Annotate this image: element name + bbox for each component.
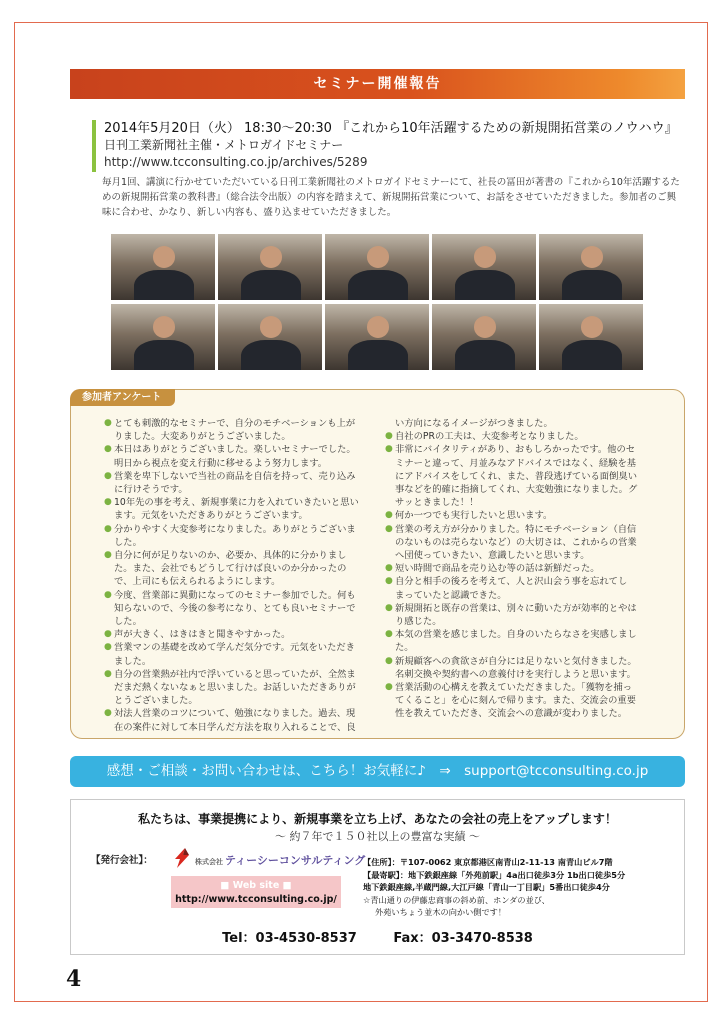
comment-line: ました。	[114, 655, 152, 667]
event-url[interactable]: http://www.tcconsulting.co.jp/archives/5289	[104, 155, 368, 169]
comment-line: 本気の営業を感じました。自身のいたらなさを実感しまし	[395, 629, 637, 641]
comment-line: 短い時間で商品を売り込む等の話は新鮮だった。	[395, 563, 600, 575]
survey-comment	[385, 628, 657, 654]
comment-line: へ団使っていきたい、意識したいと思います。	[395, 550, 590, 562]
comment-line: サッときました！！	[395, 497, 479, 509]
phone-fax-line	[71, 927, 684, 946]
survey-comment	[385, 655, 657, 681]
bullet-icon: ●	[385, 629, 393, 640]
comment-line: のないものは売らないなど）の大切さは、これからの営業	[395, 536, 637, 548]
website-url[interactable]: http://www.tcconsulting.co.jp/	[175, 894, 337, 905]
seminar-photo	[325, 304, 429, 370]
survey-column-left	[104, 417, 366, 734]
website-label: ■ Web site ■	[220, 880, 292, 891]
seminar-photo	[218, 234, 322, 300]
comment-line: 営業の考え方が分かりました。特にモチベーション（自信	[395, 523, 637, 535]
comment-line: で、上司にも伝えられるようにします。	[114, 576, 281, 588]
comment-line: とても刺激的なセミナーで、自分のモチベーションも上が	[114, 418, 356, 429]
survey-comment	[104, 549, 366, 589]
survey-comment	[104, 628, 366, 641]
survey-comment	[385, 602, 657, 628]
event-header	[92, 120, 680, 172]
survey-box	[70, 389, 685, 739]
comment-line: にアドバイスをしてくれ、また、普段逃げている面倒臭い	[395, 470, 637, 482]
seminar-photo	[111, 234, 215, 300]
comment-line: 対法人営業のコツについて、勉強になりました。過去、現	[114, 708, 356, 720]
tel-number[interactable]: Tel：03-4530-8537	[222, 931, 357, 946]
intro-text: 毎月1回、講演に行かせていただいている日刊工業新聞社のメトロガイドセミナーにて、社長の冨田が著書の『これから10年活躍するための新規開拓営業の教科書』（総合法令出版）の内容を踏まえて、新規開拓営業について、お話をさせていただきました。参加者のご興味に合わせ、かなり、新しい内容も、盛り込ませていただきました。	[102, 177, 680, 219]
survey-comment	[385, 681, 657, 721]
survey-comment	[104, 443, 366, 469]
seminar-photo	[325, 234, 429, 300]
comment-line: とうございました。	[114, 695, 198, 707]
bullet-icon: ●	[104, 470, 112, 481]
bullet-icon: ●	[104, 444, 112, 455]
comment-line: 新規開拓と既存の営業は、別々に動いた方が効率的とやは	[395, 602, 637, 614]
bullet-icon: ●	[104, 629, 112, 640]
company-logo-icon	[171, 847, 193, 869]
survey-comment	[385, 562, 657, 575]
survey-comment	[104, 417, 366, 443]
comment-line: まっていたと認識できた。	[395, 589, 507, 601]
bullet-icon: ●	[385, 431, 393, 442]
comment-line: 自分に何が足りないのか、必要か、具体的に分かりまし	[114, 550, 347, 562]
bullet-icon: ●	[385, 576, 393, 587]
company-info	[70, 799, 685, 955]
section-banner: セミナー開催報告	[70, 69, 685, 99]
comment-line: に行けそうです。	[114, 484, 188, 496]
comment-line: りました。大変ありがとうございました。	[114, 431, 291, 443]
survey-label: 参加者アンケート	[70, 389, 175, 406]
bullet-icon: ●	[385, 523, 393, 534]
station-line-1: 【最寄駅】：地下鉄銀座線「外苑前駅」4a出口徒歩3分 1b出口徒歩5分	[363, 869, 626, 880]
fax-number: Fax：03-3470-8538	[393, 931, 533, 946]
comment-line: い方向になるイメージがつきました。	[395, 418, 553, 429]
bullet-icon: ●	[104, 418, 112, 428]
direction-note-1: ☆青山通りの伊藤忠商事の斜め前、ホンダの並び、	[363, 894, 550, 905]
survey-comment	[385, 443, 657, 509]
survey-comment	[385, 523, 657, 563]
direction-note-2: 外苑いちょう並木の向かい側です！	[375, 907, 507, 918]
bullet-icon: ●	[104, 523, 112, 534]
seminar-photo	[432, 304, 536, 370]
bullet-icon: ●	[104, 550, 112, 561]
seminar-photo	[218, 304, 322, 370]
company-tagline: 私たちは、事業提携により、新規事業を立ち上げ、あなたの会社の売上をアップします！	[138, 812, 617, 826]
comment-line: 在の案件に対して本日学んだ方法を取り入れることで、良	[114, 721, 356, 733]
survey-comment	[385, 430, 657, 443]
event-title: 2014年5月20日（火） 18:30〜20:30 『これから10年活躍するための新規開拓営業のノウハウ』	[104, 121, 678, 136]
logo-prefix: 株式会社	[195, 858, 223, 866]
seminar-photo	[432, 234, 536, 300]
comment-line: 知らないので、今後の参考になり、とても良いセミナーで	[114, 602, 356, 614]
survey-comment	[104, 589, 366, 629]
comment-line: た。	[395, 642, 414, 654]
comment-line: ます。元気をいただきありがとうございます。	[114, 510, 308, 522]
comment-line: り感じた。	[395, 616, 442, 628]
comment-line: てくること」を心に刻んで帰ります。また、交流会の重要	[395, 695, 636, 707]
bullet-icon: ●	[385, 602, 393, 613]
page-number: 4	[66, 966, 82, 992]
survey-comment	[104, 470, 366, 496]
survey-comment	[385, 417, 657, 430]
comment-line: 何か一つでも実行したいと思います。	[395, 510, 553, 522]
company-logo-text	[195, 852, 365, 868]
survey-column-right	[385, 417, 657, 721]
bullet-icon: ●	[104, 589, 112, 600]
contact-bar[interactable]: 感想・ご相談・お問い合わせは、こちら！お気軽に♪ ⇒ support@tcconsulting.co.jp	[70, 756, 685, 787]
comment-line: 声が大きく、はきはきと聞きやすかった。	[114, 629, 291, 641]
seminar-photo	[539, 304, 643, 370]
station-line-2: 地下鉄銀座線,半蔵門線,大江戸線「青山一丁目駅」5番出口徒歩4分	[363, 882, 610, 893]
comment-line: 営業活動の心構えを教えていただきました。「獲物を捕っ	[395, 682, 633, 694]
bullet-icon: ●	[104, 668, 112, 679]
comment-line: した。	[114, 616, 142, 628]
bullet-icon: ●	[104, 708, 112, 719]
comment-line: 分かりやすく大変参考になりました。ありがとうございま	[114, 523, 356, 535]
comment-line: した。	[114, 536, 142, 548]
comment-line: 10年先の事を考え、新規事業に力を入れていきたいと思い	[114, 497, 359, 509]
survey-comment	[385, 509, 657, 522]
comment-line: 新規顧客への貪欲さが自分には足りないと気付きました。	[395, 655, 637, 667]
comment-line: 営業を卑下しないで当社の商品を自信を持って、売り込み	[114, 470, 356, 482]
website-box[interactable]	[171, 876, 341, 908]
comment-line: 自社のPRの工夫は、大変参考となりました。	[395, 431, 584, 443]
survey-comment	[104, 641, 366, 667]
bullet-icon: ●	[385, 655, 393, 666]
photo-gallery	[111, 234, 643, 370]
comment-line: 事などを的確に指摘してくれ、大変勉強になりました。グ	[395, 484, 638, 496]
company-track-record: 〜 約７年で１５０社以上の豊富な実績 〜	[275, 830, 480, 843]
logo-name: ティーシーコンサルティング	[225, 854, 366, 867]
comment-line: 今度、営業部に異動になってのセミナー参加でした。何も	[114, 589, 356, 601]
survey-comment	[385, 575, 657, 601]
comment-line: 自分と相手の後ろを考えて、人と沢山会う事を忘れてし	[395, 576, 628, 588]
survey-comment	[104, 523, 366, 549]
comment-line: 自分の営業熱が社内で浮いていると思っていたが、全然ま	[114, 668, 356, 680]
publisher-label: 【発行会社】：	[91, 855, 153, 866]
comment-line: 明日から視点を変え行動に移せるよう努力します。	[114, 457, 328, 469]
comment-line: 本日はありがとうございました。楽しいセミナーでした。	[114, 444, 356, 456]
bullet-icon: ●	[385, 510, 393, 521]
survey-comment	[104, 668, 366, 708]
bullet-icon: ●	[104, 642, 112, 653]
bullet-icon: ●	[104, 497, 112, 508]
bullet-icon: ●	[385, 563, 393, 574]
address-line: 【住所】：〒107-0062 東京都港区南青山2-11-13 南青山ビル7階	[363, 857, 613, 867]
comment-line: だまだ熱くないなぁと思いました。お話しいただきありが	[114, 682, 356, 694]
comment-line: 性を教えていただき、交流会への意識が変わりました。	[395, 708, 628, 720]
survey-comment	[104, 496, 366, 522]
event-organizer: 日刊工業新聞社主催・メトロガイドセミナー	[104, 138, 344, 152]
company-address	[363, 856, 683, 919]
bullet-icon: ●	[385, 682, 393, 693]
comment-line: た。また、会社でもどうして行けば良いのか分かったの	[114, 563, 347, 575]
seminar-photo	[539, 234, 643, 300]
comment-line: 非常にバイタリティがあり、おもしろかったです。他のセ	[395, 444, 636, 456]
survey-comment	[104, 707, 366, 733]
comment-line: ミナーと違って、月並みなアドバイスではなく、経験を基	[395, 457, 637, 469]
comment-line: 名刺交換や契約書への意義付けを実行しようと思います。	[395, 668, 636, 680]
seminar-photo	[111, 304, 215, 370]
comment-line: 営業マンの基礎を改めて学んだ気分です。元気をいただき	[114, 642, 355, 654]
bullet-icon: ●	[385, 444, 393, 455]
